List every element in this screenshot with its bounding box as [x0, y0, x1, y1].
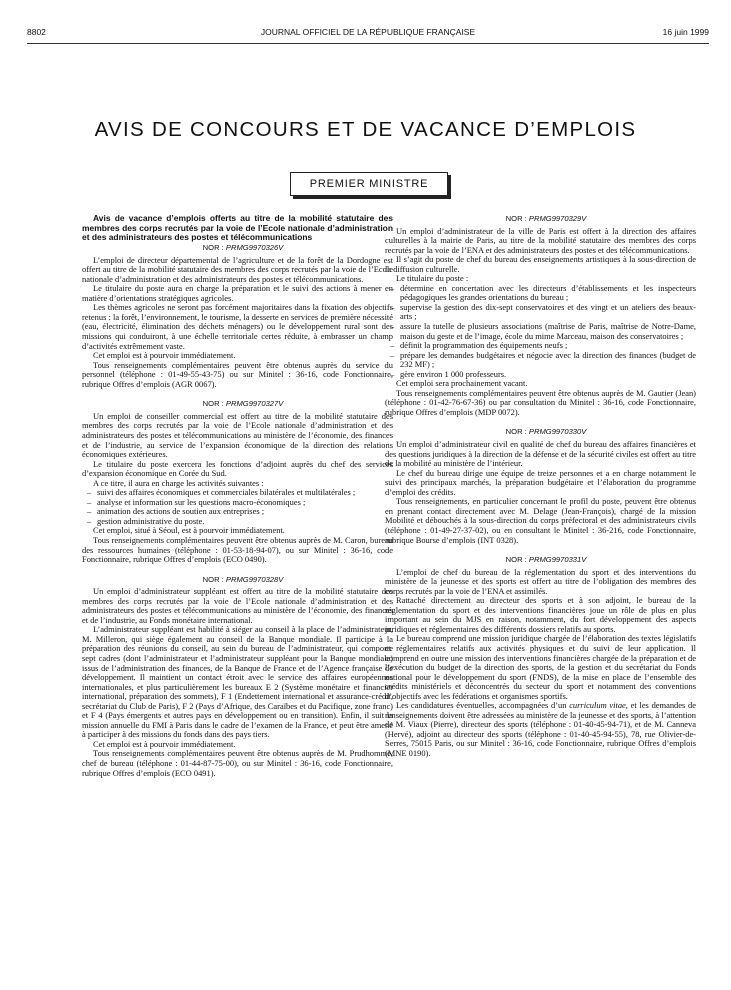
list-item: – animation des actions de soutien aux entreprises ; — [82, 507, 393, 517]
list-item: – suivi des affaires économiques et commerciales bilatérales et multilatérales ; — [82, 488, 393, 498]
paragraph: Les candidatures éventuelles, accompagnées d’un curriculum vitae, et les demandes de renseignements doivent être adressées au ministère de la jeunesse et des sports, à l’attention de M. Viaux (Pierre), directeur des sports (téléphone : 01-40-45-94-71), et de M. Canneva (Hervé), adjoint au directeur des sports (téléphone : 01-40-45-94-55), 78, rue Olivier-de-Serres, 75015 Paris, ou sur Minitel : 36-16, code Fonctionnaire, rubrique Offres d’emplois (MNE 0190). — [385, 700, 696, 758]
paragraph: Tous renseignements complémentaires peuvent être obtenus auprès de M. Gautier (Jean) (téléphone : 01-42-76-67-36) ou par consultation du Minitel : 36-16, code Fonctionnaire, rubrique Offres d’emplois (MDP 0072). — [385, 387, 696, 417]
list-item: – analyse et information sur les questions macro-économiques ; — [82, 498, 393, 508]
paragraph: Un emploi d’administrateur suppléant est offert au titre de la mobilité statutaire des membres des corps recrutés par la voie de l’Ecole nationale d’administration et des administrateurs des postes et télécommunications au ministère de l’économie, des finances et de l’industrie, au Fonds monétaire international. — [82, 586, 393, 625]
paragraph: Cet emploi est à pourvoir immédiatement. — [93, 738, 236, 749]
paragraph: Le bureau comprend une mission juridique chargée de l’élaboration des textes législatifs et réglementaires relatifs aux activités physiques et du suivi de leur application. Il comprend en outre une mission des interventions financières chargée de la préparation et de l’exécution du budget de la direction des sports, de la gestion et du secrétariat du Fonds national pour le développement du sport (FNDS), de la mise en place de l’ensemble des crédits ministériels et déconcentrés du secteur du sport et notamment des conventions d’objectifs avec les fédérations et organismes sportifs. — [385, 633, 696, 701]
nor-reference: NOR : PRMG9970329V — [505, 214, 587, 223]
list-item: – gère environ 1 000 professeurs. — [385, 370, 696, 380]
issue-date: 16 juin 1999 — [662, 27, 709, 37]
paragraph: Les thèmes agricoles ne seront pas forcément majoritaires dans la fixation des objectifs retenus : la forêt, l’environnement, le tourisme, la desserte en services de première nécessité (eau, électricité, élimination des déchets ménagers) ou le développement rural sont des missions qui conduiront, à une échelle territoriale certes réduite, à embrasser un champ d’activités extrêmement vaste. — [82, 302, 393, 351]
header-rule — [27, 43, 709, 44]
paragraph: Le titulaire du poste exercera les fonctions d’adjoint auprès du chef des services d’expansion économique en Corée du Sud. — [82, 458, 393, 479]
paragraph: Un emploi d’administrateur civil en qualité de chef du bureau des affaires financières et des questions juridiques à la direction de la défense et de la sécurité civiles est offert au titre de la mobilité au ministère de l’intérieur. — [385, 439, 696, 469]
paragraph: Tous renseignements, en particulier concernant le profil du poste, peuvent être obtenus en prenant contact directement avec M. Delage (Jean-François), chargé de la mission Mobilité et débouchés à la sous-direction du corps préfectoral et des administrateurs civils (téléphone : 01-49-27-37-02), ou en consultant le Minitel : 36-216, code Fonctionnaire, rubrique Bourse d’emplois (INT 0328). — [385, 496, 696, 545]
page-title: AVIS DE CONCOURS ET DE VACANCE D’EMPLOIS — [94, 118, 637, 141]
paragraph: Un emploi de conseiller commercial est offert au titre de la mobilité statutaire des membres des corps recrutés par la voie de l’Ecole nationale d’administration et des administrateurs des postes et télécommunications au ministère de l’économie, des finances et de l’industrie, au service de l’expansion économique de la direction des relations économiques extérieures. — [82, 410, 393, 460]
paragraph: Cet emploi, situé à Séoul, est à pourvoir immédiatement. — [93, 525, 285, 536]
paragraph: Tous renseignements complémentaires peuvent être obtenus auprès de M. Prudhomme, chef de bureau (téléphone : 01-44-87-75-00), ou sur Minitel : 36-16, code Fonctionnaire, rubrique Offres d’emplois (ECO 0491). — [82, 748, 393, 778]
nor-reference: NOR : PRMG9970328V — [202, 574, 284, 584]
paragraph: L’emploi de directeur départemental de l’agriculture et de la forêt de la Dordogne est offert au titre de la mobilité statutaire des membres des corps recrutés par la voie de l’Ecole nationale d’administration et des administrateurs des postes et télécommunications. — [82, 254, 393, 284]
list-item: – définit la programmation des équipements neufs ; — [385, 341, 696, 351]
section-heading — [290, 172, 448, 196]
nor-reference: NOR : PRMG9970331V — [505, 555, 587, 565]
nor-reference: NOR : PRMG9970326V — [202, 243, 284, 253]
list-item: – assure la tutelle de plusieurs associations (maîtrise de Paris, maîtrise de Notre-Dame, maison du geste et de l’image, école du mime Marceau, maison des conservatoires ; — [385, 322, 696, 341]
paragraph: Rattaché directement au directeur des sports et à son adjoint, le bureau de la réglementation du sport et des interventions financières joue un rôle de plus en plus important au sein du MJS en raison, notamment, du fort développement des aspects juridiques et réglementaires des différents dossiers relatifs au sports. — [385, 595, 696, 634]
running-header — [27, 25, 709, 39]
page-number: 8802 — [27, 27, 46, 37]
paragraph: Un emploi d’administrateur de la ville de Paris est offert à la direction des affaires culturelles à la mairie de Paris, au titre de la mobilité statutaire des membres des corps recrutés par la voie de l’ENA et des administrateurs des postes et des télécommunications. — [385, 225, 696, 255]
list-item: – gestion administrative du poste. — [82, 517, 393, 527]
nor-reference: NOR : PRMG9970327V — [202, 399, 284, 409]
paragraph: Il s’agit du poste de chef du bureau des enseignements artistiques à la sous-direction de la diffusion culturelle. — [385, 254, 696, 274]
list-item: – prépare les demandes budgétaires et négocie avec la direction des finances (budget de 232 MF) ; — [385, 351, 696, 370]
paragraph: Le titulaire du poste : — [396, 273, 469, 284]
paragraph: Tous renseignements complémentaires peuvent être obtenus auprès de M. Caron, bureau des ressources humaines (téléphone : 01-53-18-94-07), ou sur Minitel : 36-16, code Fonctionnaire, rubrique Offres d’emplois (ECO 0490). — [82, 534, 393, 565]
journal-name: JOURNAL OFFICIEL DE LA RÉPUBLIQUE FRANÇAISE — [260, 27, 476, 37]
activity-list — [82, 488, 393, 526]
right-column — [385, 214, 696, 759]
paragraph: A ce titre, il aura en charge les activités suivantes : — [93, 477, 264, 488]
emphasis: curriculum vitae, — [569, 700, 628, 711]
paragraph: Le chef du bureau dirige une équipe de treize personnes et a en charge notamment le suivi des principaux marchés, la préparation budgétaire et l’élaboration du programme d’emploi des crédits. — [385, 467, 696, 497]
paragraph: Tous renseignements complémentaires peuvent être obtenus auprès du service du personnel (téléphone : 01-49-55-43-75) ou sur Minitel : 36-16, code Fonctionnaire, rubrique Offres d’emplois (AGR 0067). — [82, 359, 393, 389]
list-item: – détermine en concertation avec les directeurs d’établissements et les inspecteurs pédagogiques les grandes orientations du bureau ; — [385, 284, 696, 303]
paragraph: Cet emploi est à pourvoir immédiatement. — [93, 350, 236, 361]
list-item: – supervise la gestion des dix-sept conservatoires et des vingt et un ateliers des beaux-arts ; — [385, 303, 696, 322]
section-label: PREMIER MINISTRE — [309, 178, 429, 190]
paragraph: L’emploi de chef du bureau de la réglementation du sport et des interventions du ministère de la jeunesse et des sports est offert au titre de l’obligation des membres des corps recrutés par la voie de l’ENA et assimilés. — [385, 566, 696, 596]
paragraph: Cet emploi sera prochainement vacant. — [396, 378, 528, 389]
paragraph: Le titulaire du poste aura en charge la préparation et le suivi des actions à mener en matière d’orientations stratégiques agricoles. — [82, 283, 393, 303]
left-column — [82, 214, 393, 778]
article-title: Avis de vacance d’emplois offerts au titre de la mobilité statutaire des membres des corps recrutés par la voie de l’Ecole nationale d’administration et des administrateurs des postes et télécommunications — [82, 213, 393, 243]
duties-list — [385, 284, 696, 379]
paragraph: L’administrateur suppléant est habilité à siéger au conseil à la place de l’administrateur, M. Milleron, qui siège également au conseil de la Banque mondiale. Il participe à la préparation des réunions du conseil, au sein du bureau de l’administrateur, qui comporte sept cadres (dont l’administrateur et l’administrateur suppléant pour la Banque mondiale) issus de l’administration des finances, de la Banque de France et de l’Agence française de développement. Il maintient un contact étroit avec le service des affaires européennes internationales, et plus particulièrement les bureaux E 2 (Système monétaire et financier international, préparation des sommets), F 1 (Endettement international et assurance-crédit, secrétariat du Club de Paris), F 2 (Pays d’Afrique, des Caraïbes et du Pacifique, zone franc) et F 4 (Pays émergents et autres pays en développement ou en transition). Enfin, il suit la mission annuelle du FMI à Paris dans le cadre de l’examen de la France, et peut être amené à participer à des missions du fonds dans des pays tiers. — [82, 624, 393, 740]
nor-reference: NOR : PRMG9970330V — [505, 427, 587, 437]
